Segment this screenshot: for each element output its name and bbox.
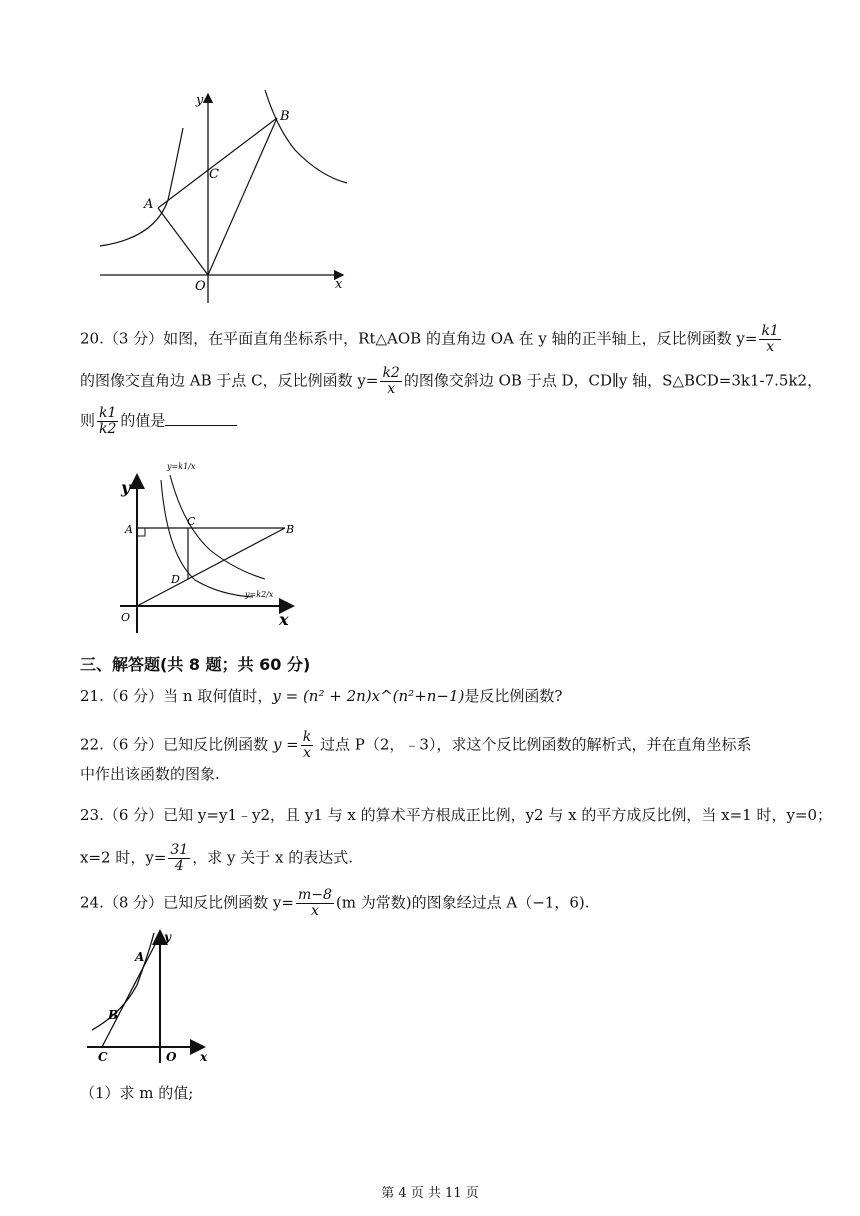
frac-num: k2 <box>382 365 400 381</box>
label-y: y <box>196 93 204 108</box>
q20-line3-text-a: 则 <box>80 411 96 430</box>
label-x: x <box>335 277 343 292</box>
label-y: y <box>121 478 131 497</box>
q20-line2-text-b: 的图像交斜边 OB 于点 D，CD∥y 轴，S△BCD=3k1-7.5k2， <box>403 371 823 390</box>
label-c: C <box>187 515 196 528</box>
frac-den: k2 <box>99 421 117 437</box>
q22-line1 <box>80 730 751 761</box>
q23-line1 <box>80 805 832 825</box>
label-curve-k1: y=k1/x <box>167 462 196 471</box>
q20-line1-text: （3 分）如图，在平面直角坐标系中，Rt△AOB 的直角边 OA 在 y 轴的正半轴上，反比例函数 y= <box>103 329 758 348</box>
right-angle-mark <box>137 528 145 536</box>
figure-q24 <box>82 925 217 1065</box>
q24-sub1-text: （1）求 m 的值; <box>80 1084 194 1102</box>
fraction-31-4 <box>168 843 190 874</box>
label-b: B <box>286 523 295 536</box>
q21-formula: y = (n² + 2n)x^(n²+n−1) <box>272 687 465 705</box>
label-o: O <box>195 279 206 294</box>
segment-bo <box>208 118 277 275</box>
q23-text-b: x=2 时，y= <box>80 848 167 867</box>
frac-num: k1 <box>761 323 779 339</box>
q20-number: 20. <box>80 329 104 348</box>
page-footer: 第 4 页 共 11 页 <box>381 1186 479 1201</box>
curve-left <box>100 128 183 246</box>
section-heading: 三、解答题(共 8 题；共 60 分) <box>80 655 311 674</box>
q20-line2 <box>80 366 822 397</box>
q23-text-c: ，求 y 关于 x 的表达式. <box>192 848 353 867</box>
q24-text-a: 24.（8 分）已知反比例函数 y= <box>80 893 294 912</box>
q20-line1 <box>80 324 783 355</box>
frac-den: 4 <box>174 858 184 874</box>
q23-line2 <box>80 843 353 874</box>
frac-den: x <box>310 903 319 919</box>
q24-text-b: (m 为常数)的图象经过点 A（−1，6). <box>335 893 590 912</box>
q20-line3 <box>80 406 237 437</box>
label-o: O <box>166 1050 177 1064</box>
hyperbola-curve <box>92 933 154 1030</box>
segment-ao <box>158 208 208 275</box>
label-a: A <box>144 197 154 212</box>
q22-text-a: 22.（6 分）已知反比例函数 <box>80 735 273 754</box>
figure-q19 <box>95 88 355 308</box>
label-d: D <box>171 573 180 586</box>
frac-num: k <box>302 729 312 745</box>
fraction-k1-k2 <box>97 406 118 437</box>
fraction-k1-x <box>759 324 780 355</box>
q24-line1 <box>80 888 589 919</box>
label-x: x <box>279 610 289 629</box>
q20-line2-text-a: 的图像交直角边 AB 于点 C，反比例函数 y= <box>80 371 379 390</box>
q22-text-b: 过点 P（2，﹣3），求这个反比例函数的解析式，并在直角坐标系 <box>315 735 752 754</box>
q24-sub1 <box>80 1083 193 1103</box>
answer-blank[interactable] <box>165 411 237 426</box>
q21-text-a: 21.（6 分）当 n 取何值时， <box>80 687 273 705</box>
label-a: A <box>135 950 145 964</box>
fraction-m8-x <box>296 888 334 919</box>
frac-den: x <box>303 745 311 761</box>
q21-text-b: 是反比例函数? <box>464 687 563 705</box>
label-x: x <box>200 1050 208 1064</box>
label-b: B <box>108 1008 119 1022</box>
q22-text-c: 中作出该函数的图象. <box>80 765 220 783</box>
label-curve-k2: y=k2/x <box>245 590 274 599</box>
label-o: O <box>121 611 131 624</box>
frac-den: x <box>387 381 396 397</box>
q22-line2 <box>80 764 220 784</box>
q22-formula-lead: y = <box>272 735 299 754</box>
curve-right <box>265 90 347 183</box>
label-c: C <box>98 1050 108 1064</box>
label-y: y <box>164 930 171 944</box>
label-c: C <box>209 167 219 182</box>
fraction-k-x <box>301 730 313 761</box>
label-a: A <box>125 523 133 536</box>
fraction-k2-x <box>380 366 401 397</box>
frac-num: m−8 <box>297 887 332 903</box>
frac-num: 31 <box>170 842 189 858</box>
frac-num: k1 <box>99 405 117 421</box>
frac-den: x <box>766 339 775 355</box>
label-b: B <box>280 109 290 124</box>
line-through-points <box>102 935 160 1047</box>
q21-line <box>80 686 562 706</box>
q20-line3-text-b: 的值是 <box>120 411 166 430</box>
figure-q20 <box>105 455 305 635</box>
q23-text-a: 23.（6 分）已知 y=y1﹣y2，且 y1 与 x 的算术平方根成正比例，y2 与 x 的平方成反比例，当 x=1 时，y=0； <box>80 806 833 824</box>
